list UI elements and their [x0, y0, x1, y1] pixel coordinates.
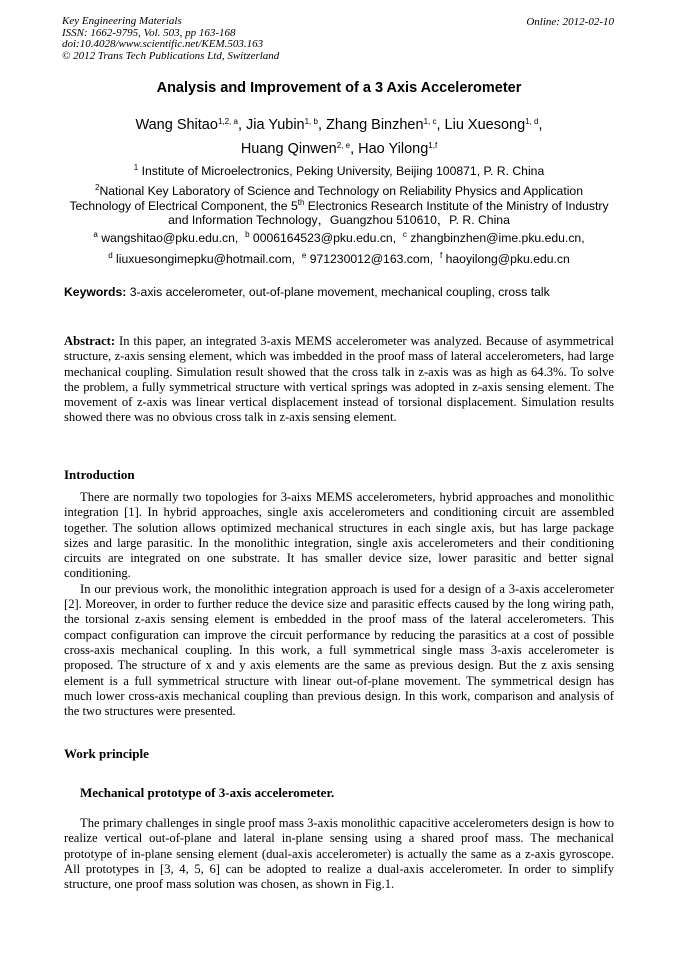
- author-name: Wang Shitao: [135, 117, 218, 133]
- issn-line: ISSN: 1662-9795, Vol. 503, pp 163-168: [62, 26, 236, 39]
- author-name: Huang Qinwen: [240, 141, 337, 157]
- email-sup: f: [439, 251, 443, 260]
- introduction-body: [64, 490, 614, 719]
- section-heading-work-principle: Work principle: [64, 746, 149, 761]
- affiliation-text: Institute of Microelectronics, Peking University, Beijing 100871, P. R. China: [141, 164, 545, 178]
- journal-name: Key Engineering Materials: [62, 15, 182, 27]
- paragraph: In our previous work, the monolithic integration approach is used for a design of a 3-axis accelerometer [2]. Moreover, in order to further reduce the device size and parasitic effects caused by the long wiring path, the torsional z-axis sensing element is embedded in the proof mass of the lateral accelerometers. This compact configuration can improve the circuit performance by reducing the parasitics at a cost of possible cross-axis mechanical coupling. In this work, a full symmetrical single mass 3-axis accelerometer is proposed. The structure of x and y axis elements are the same as previous design. But the z axis sensing element is a full symmetrical structure with linear out-of-plane movement. The symmetrical design has much lower cross-axis mechanical coupling than previous design. In this work, comparison and analysis of the two structures were presented.: [64, 581, 614, 719]
- author-sup: 1, c: [423, 117, 437, 126]
- author-sup: 2, e: [336, 141, 351, 150]
- email-link[interactable]: haoyilong@pku.edu.cn: [445, 252, 570, 266]
- email-link[interactable]: 0006164523@pku.edu.cn,: [252, 231, 397, 245]
- abstract-label: Abstract:: [64, 334, 116, 348]
- affiliation-1: [40, 164, 638, 179]
- abstract-text: In this paper, an integrated 3-axis MEMS accelerometer was analyzed. Because of asymmetrical structure, z-axis sensing element, which was imbedded in the proof mass of lateral accelerometers, had large mechanical coupling. Simulation result showed that the cross talk in z-axis was as high as 64.3%. To solve the problem, a fully symmetrical structure with vertical springs was adopted in z-axis sensing element. The movement of z-axis was linear vertical displacement instead of torsional displacement. Simulation results showed there was no obvious cross talk in z-axis sensing element.: [64, 334, 614, 425]
- email-link[interactable]: wangshitao@pku.edu.cn,: [101, 231, 239, 245]
- keywords-label: Keywords:: [64, 285, 127, 299]
- email-link[interactable]: zhangbinzhen@ime.pku.edu.cn,: [410, 231, 585, 245]
- author-list: Wang Shitao$^{1,2, a}$, Jia Yubin$^{1, b}$, Zhang Binzhen$^{1, c}$, Liu Xuesong$^{1, d}$, Huang Qinwen$^{2, e}$, Hao Yilong$^{1,f}$: [135, 117, 543, 157]
- paper-title: Analysis and Improvement of a 3 Axis Accelerometer: [156, 80, 522, 96]
- author-name: Zhang Binzhen: [326, 117, 424, 133]
- email-sup: d: [108, 251, 113, 260]
- email-link[interactable]: liuxuesongimepku@hotmail.com,: [116, 252, 296, 266]
- abstract: [64, 334, 614, 426]
- author-name: Liu Xuesong: [444, 117, 526, 133]
- author-sup: 1,f: [428, 141, 438, 150]
- journal-header: [62, 16, 279, 62]
- online-date: Online: 2012-02-10: [526, 16, 614, 28]
- affiliation-text: Technology of Electrical Component, the 5: [69, 198, 298, 213]
- author-sup: 1,2, a: [217, 117, 238, 126]
- email-sup: a: [93, 230, 98, 239]
- author-name: Jia Yubin: [246, 117, 305, 133]
- keywords-text: 3-axis accelerometer, out-of-plane movement, mechanical coupling, cross talk: [129, 285, 550, 299]
- email-sup: c: [402, 230, 407, 239]
- author-sup: 1, d: [525, 117, 539, 126]
- author-sup: 1, b: [304, 117, 318, 126]
- paragraph: The primary challenges in single proof mass 3-axis monolithic capacitive accelerometers design is how to realize vertical out-of-plane and lateral in-plane sensing using a shared proof mass. The mechanical prototype of in-plane sensing element (dual-axis accelerometer) is actually the same as a z-axis gyroscope. All prototypes in [3, 4, 5, 6] can be adopted to realize a dual-axis accelerometer. In order to simplify structure, one proof mass solution was chosen, as shown in Fig.1.: [64, 816, 614, 892]
- work-principle-body: [64, 816, 614, 892]
- keywords: [64, 285, 550, 299]
- paragraph: There are normally two topologies for 3-aixs MEMS accelerometers, hybrid approaches and monolithic integration [1]. In hybrid approaches, single axis accelerometers and conditioning circuit are assembled together. The solution allows optimized mechanical structures in each single axis, but has large package sizes and large parasitic. In the monolithic integration, single axis accelerometers and their conditioning circuits are integrated on one substrate. It has smaller device size, lower parasitic and better signal conditioning.: [64, 490, 614, 581]
- affiliation-text: National Key Laboratory of Science and Technology on Reliability Physics and Application: [99, 184, 583, 198]
- section-heading-introduction: Introduction: [64, 467, 135, 482]
- copyright-line: © 2012 Trans Tech Publications Ltd, Switzerland: [62, 49, 280, 62]
- subsection-heading: Mechanical prototype of 3-axis accelerometer.: [80, 785, 335, 800]
- affiliation-2: [30, 184, 648, 228]
- affiliation-text: Electronics Research Institute of the Ministry of Industry: [304, 198, 609, 213]
- doi-line: doi:10.4028/www.scientific.net/KEM.503.163: [62, 38, 264, 50]
- affiliation-sup: 2: [95, 183, 100, 192]
- affiliation-ordinal: th: [297, 197, 305, 207]
- author-name: Hao Yilong: [358, 141, 429, 157]
- affiliation-sup: 1: [133, 163, 139, 172]
- affiliation-text: and Information Technology，Guangzhou 510610，P. R. China: [168, 213, 510, 227]
- email-sup: b: [245, 230, 250, 239]
- email-link[interactable]: 971230012@163.com,: [309, 252, 434, 266]
- email-line-2: [40, 252, 638, 267]
- email-sup: e: [301, 251, 307, 260]
- email-line-1: [40, 231, 638, 246]
